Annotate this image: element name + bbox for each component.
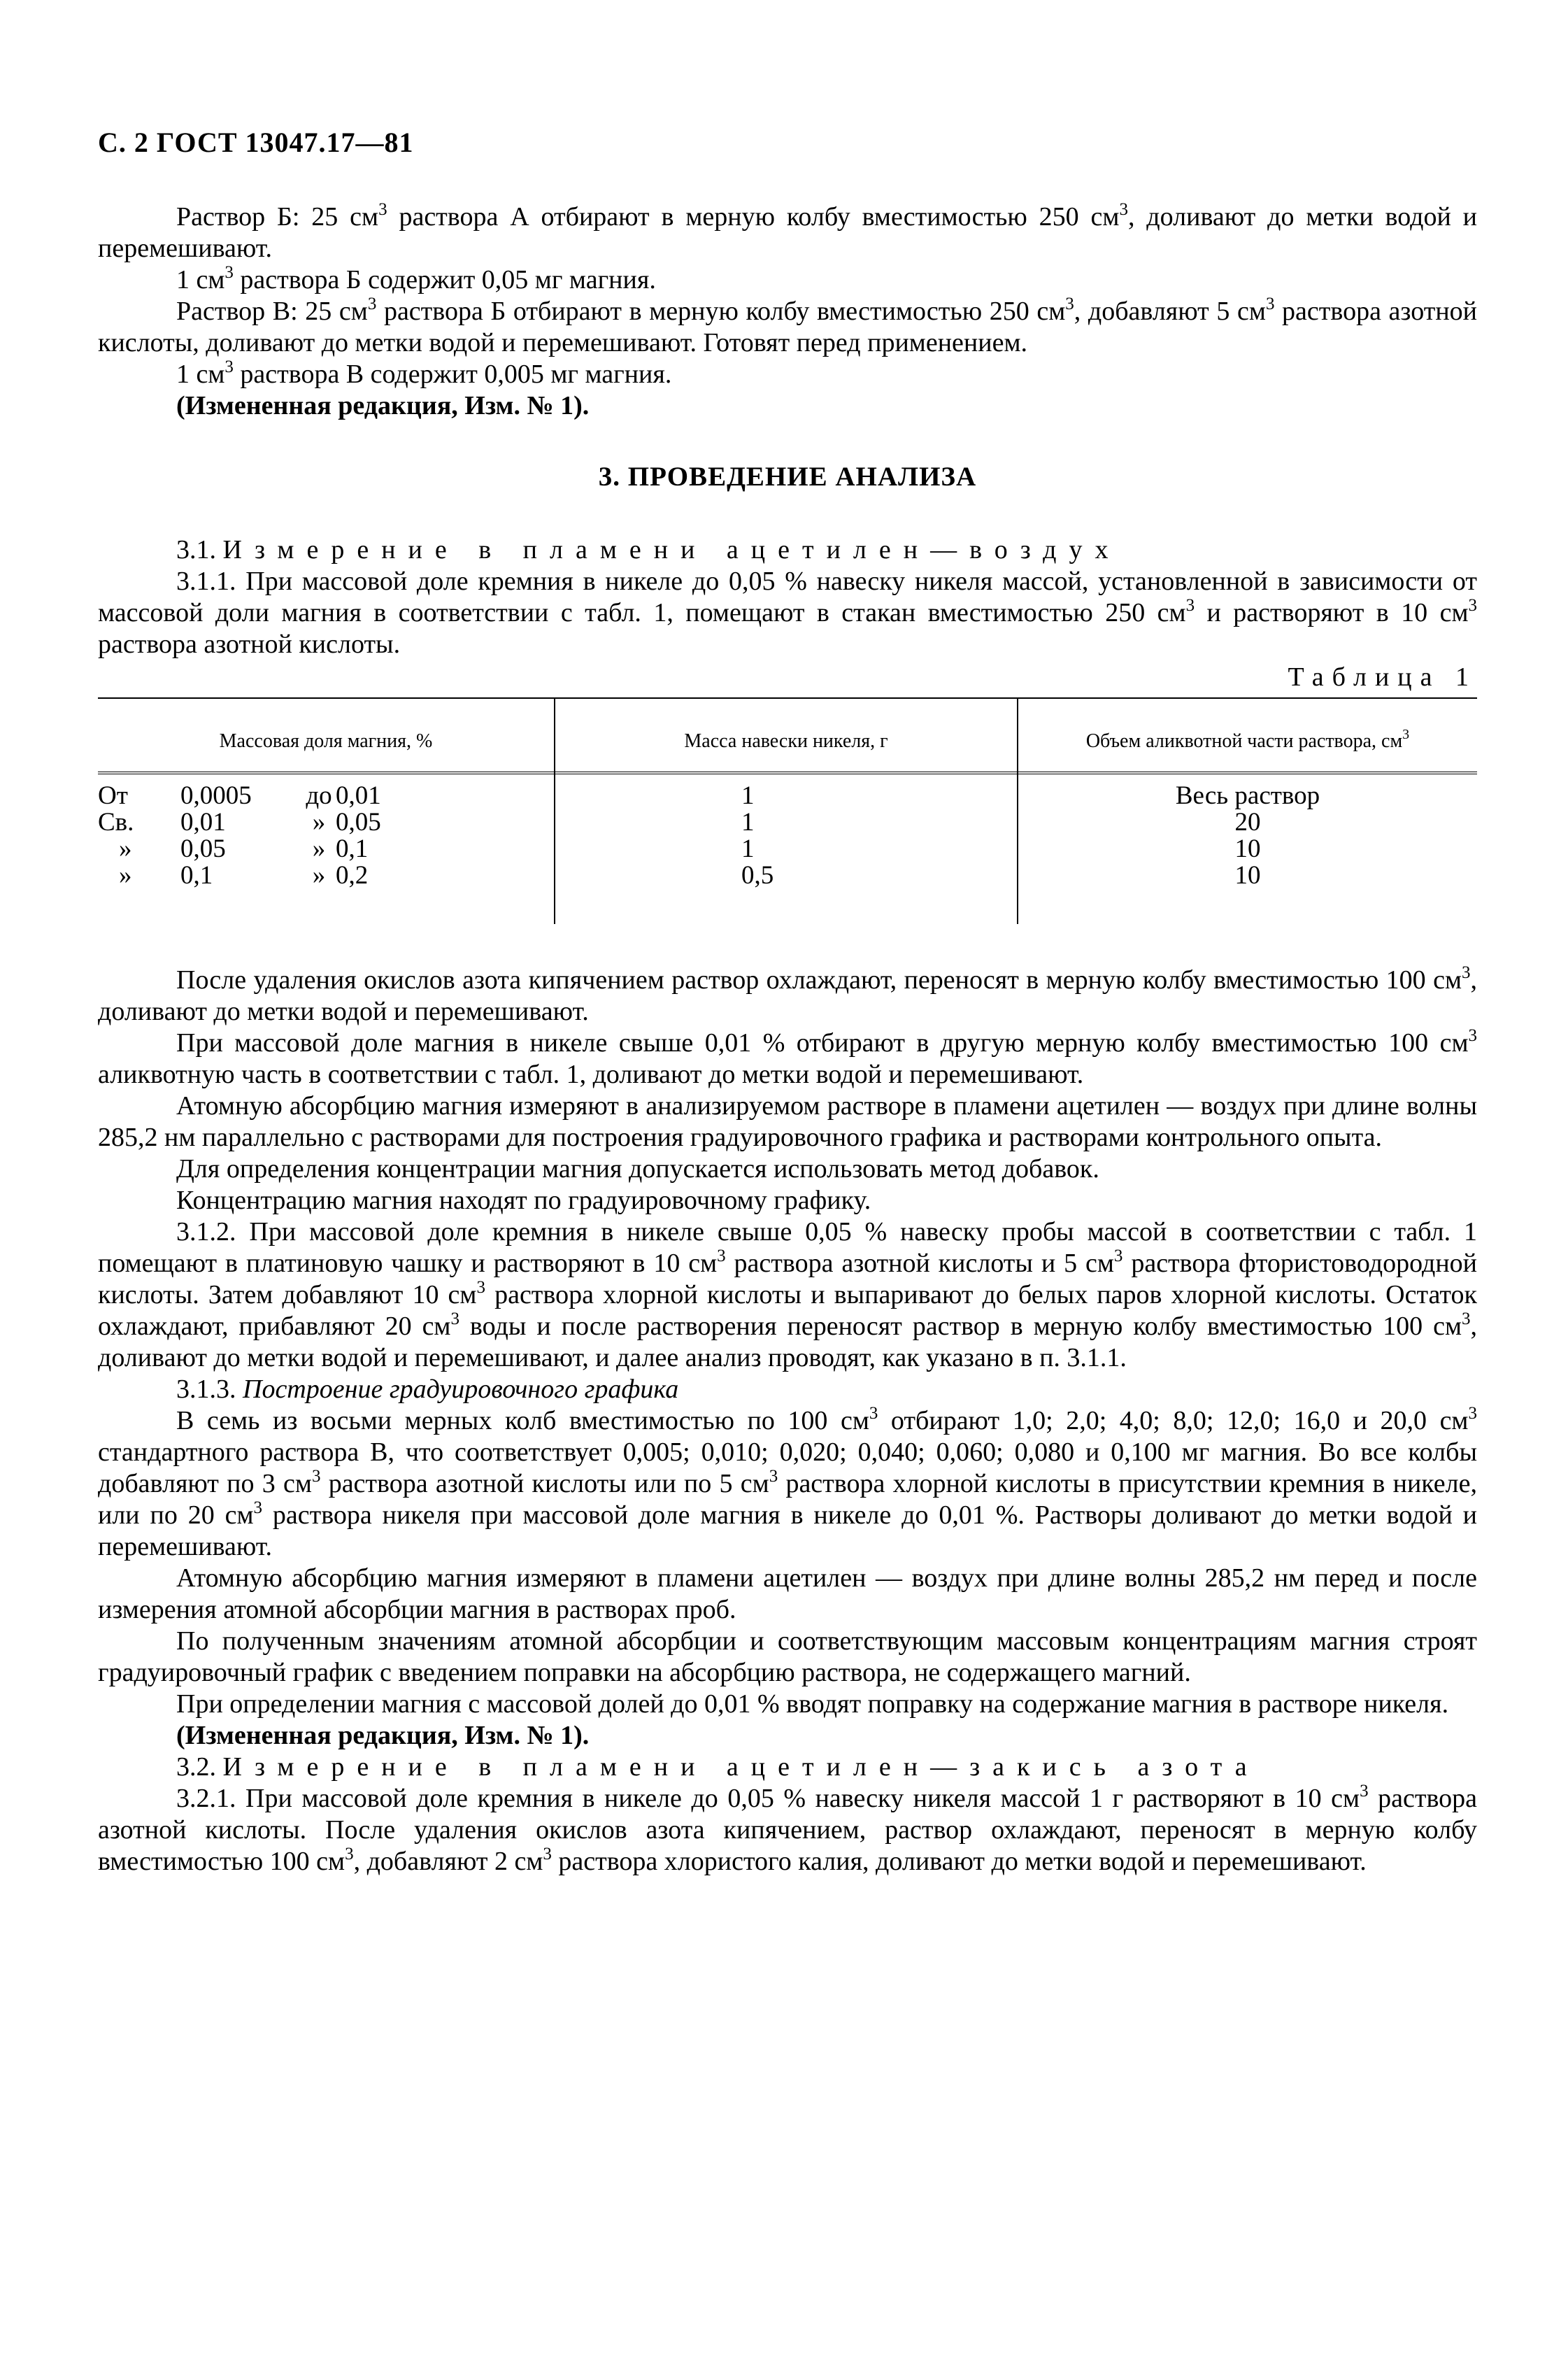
subsection-3-1-heading: 3.1. Измерение в пламени ацетилен—воздух [176,535,1121,564]
table-1 [98,697,1477,930]
paragraph-after-table-3: Атомную абсорбцию магния измеряют в анализируемом растворе в пламени ацетилен — воздух при длине волны 285,2 нм параллельно с растворами для построения градуировочного графика и растворами контрольного опыта. [98,1091,1477,1152]
table-row: » 0,05 » 0,1 1 10 [119,835,1261,863]
paragraph-3-1-3-1: В семь из восьми мерных колб вместимостью по 100 $см^3$ отбирают 1,0; 2,0; 4,0; 8,0; 12,0; 16,0 и 20,0 $см^3$ стандартного раствора В, что соответствует 0,005; 0,010; 0,020; 0,040; 0,060; 0,080 и 0,100 мг магния. Во все колбы добавляют по 3 $см^3$ раствора азотной кислоты или по 5 $см^3$ раствора хлорной кислоты в присутствии кремния в никеле, или по 20 $см^3$ раствора никеля при массовой доле магния в никеле до 0,01 %. Растворы доливают до метки водой и перемешивают. [98,1404,1477,1561]
paragraph-3-1-3-3: По полученным значениям атомной абсорбции и соответствующим массовым концентрациям магния строят градуировочный график с введением поправки на абсорбцию раствора, не содержащего магний. [98,1626,1477,1687]
paragraph-solution-v: Раствор В: 25 $см^3$ раствора Б отбирают в мерную колбу вместимостью 250 $см^3$, добавляют 5 $см^3$ раствора азотной кислоты, доливают до метки водой и перемешивают. Готовят перед применением. [98,294,1477,357]
subsection-3-2-heading: 3.2. Измерение в пламени ацетилен—закись азота [176,1752,1260,1782]
amendment-note: (Измененная редакция, Изм. № 1). [176,1721,590,1750]
document-body [98,201,1477,1877]
table-row: От 0,0005 до 0,01 1 Весь раствор [98,781,1320,810]
paragraph-solution-v-content: 1 $см^3$ раствора В содержит 0,005 мг магния. [176,357,672,389]
table-header-cell: Массовая доля магния, % [219,730,433,752]
table-header-cell: Масса навески никеля, г [684,730,888,752]
paragraph-after-table-1: После удаления окислов азота кипячением раствор охлаждают, переносят в мерную колбу вместимостью 100 $см^3$, доливают до метки водой и перемешивают. [98,963,1477,1026]
paragraph-after-table-4: Для определения концентрации магния допускается использовать метод добавок. [176,1154,1099,1184]
paragraph-3-1-2: 3.1.2. При массовой доле кремния в никеле свыше 0,05 % навеску пробы массой в соответствии с табл. 1 помещают в платиновую чашку и растворяют в 10 $см^3$ раствора азотной кислоты и 5 $см^3$ раствора фтористоводородной кислоты. Затем добавляют 10 $см^3$ раствора хлорной кислоты и выпаривают до белых паров хлорной кислоты. Остаток охлаждают, прибавляют 20 $см^3$ воды и после растворения переносят раствор в мерную колбу вместимостью 100 $см^3$, доливают до метки водой и перемешивают, и далее анализ проводят, как указано в п. 3.1.1. [98,1217,1477,1372]
subsection-3-1-3-heading: 3.1.3. Построение градуировочного графика [176,1375,679,1404]
paragraph-3-1-3-4: При определении магния с массовой долей до 0,01 % вводят поправку на содержание магния в растворе никеля. [176,1689,1449,1719]
table-body [98,783,1477,889]
paragraph-3-1-1: 3.1.1. При массовой доле кремния в никеле до 0,05 % навеску никеля массой, установленной в зависимости от массовой доли магния в соответствии с табл. 1, помещают в стакан вместимостью 250 $см^3$ и растворяют в 10 $см^3$ раствора азотной кислоты. [98,567,1477,659]
table-header-cell: Объем аликвотной части раствора, $см^3$ [1085,727,1410,752]
paragraph-solution-b-content: 1 $см^3$ раствора Б содержит 0,05 мг магния. [176,263,656,294]
amendment-note: (Измененная редакция, Изм. № 1). [176,391,590,420]
paragraph-3-1-3-2: Атомную абсорбцию магния измеряют в пламени ацетилен — воздух при длине волны 285,2 нм перед и после измерения атомной абсорбции магния в растворах проб. [98,1563,1477,1624]
page-header: С. 2 ГОСТ 13047.17—81 [98,127,414,158]
paragraph-after-table-2: При массовой доле магния в никеле свыше 0,01 % отбирают в другую мерную колбу вместимостью 100 $см^3$ аликвотную часть в соответствии с табл. 1, доливают до метки водой и перемешивают. [98,1026,1477,1089]
section-title: 3. ПРОВЕДЕНИЕ АНАЛИЗА [598,462,977,492]
paragraph-3-2-1: 3.2.1. При массовой доле кремния в никеле до 0,05 % навеску никеля массой 1 г растворяют в 10 $см^3$ раствора азотной кислоты. После удаления окислов азота кипячением, раствор охлаждают, переносят в мерную колбу вместимостью 100 $см^3$, добавляют 2 $см^3$ раствора хлористого калия, доливают до метки водой и перемешивают. [98,1782,1477,1876]
table-caption: Таблица 1 [1288,662,1477,692]
table-row: » 0,1 » 0,2 0,5 10 [119,861,1261,890]
paragraph-solution-b: Раствор Б: 25 $см^3$ раствора А отбирают в мерную колбу вместимостью 250 $см^3$, доливают до метки водой и перемешивают. [98,200,1477,263]
paragraph-after-table-5: Концентрацию магния находят по градуировочному графику. [176,1186,871,1215]
table-row: Св. 0,01 » 0,05 1 20 [98,808,1261,837]
